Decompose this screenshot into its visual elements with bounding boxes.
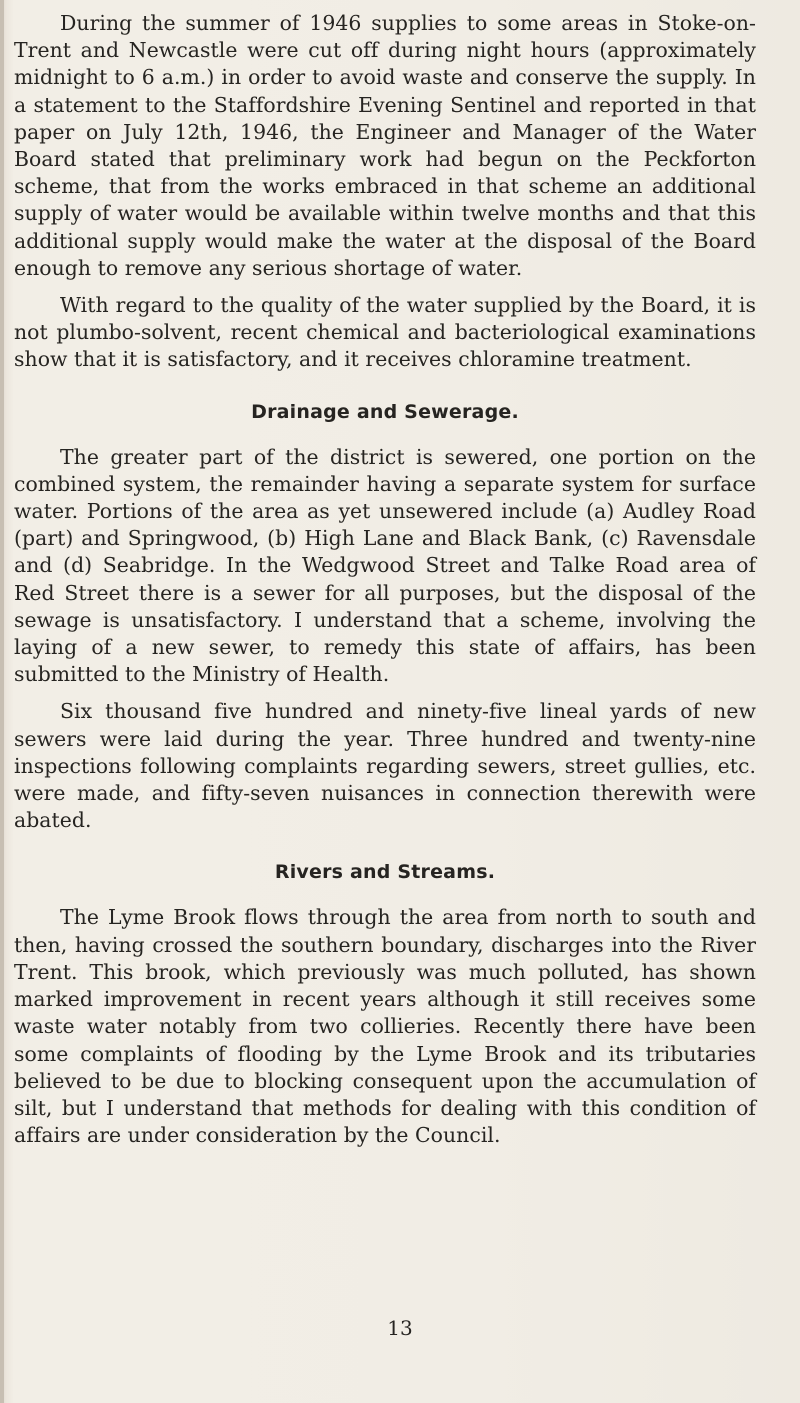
paragraph-lyme-brook: The Lyme Brook flows through the area from north to south and then, having crossed the southern boundary, discharges into the River Trent. This brook, which previously was much polluted, has shown marked improvement in recent years although it still receives some waste water notably from two collieries. Recently there have been some complaints of flooding by the Lyme Brook and its tributaries believed to be due to blocking consequent upon the accumulation of silt, but I understand that methods for dealing with this condition of affairs are under consideration by the Council.: [14, 905, 756, 1148]
paragraph-water-quality: With regard to the quality of the water supplied by the Board, it is not plumbo-solvent, recent chemical and bacteriological examinations show that it is satisfactory, and it receives chloramine treatment.: [14, 293, 756, 372]
heading-rivers-streams: Rivers and Streams.: [274, 861, 496, 884]
paragraph-sewered-district: The greater part of the district is sewered, one portion on the combined system, the remainder having a separate system for surface water. Portions of the area as yet unsewered include (a) Audley Road (part) and Springwood, (b) High Lane and Black Bank, (c) Ravensdale and (d) Seabridge. In the Wedgwood Street and Talke Road area of Red Street there is a sewer for all purposes, but the disposal of the sewage is unsatisfactory. I understand that a scheme, involving the laying of a new sewer, to remedy this state of affairs, has been submitted to the Ministry of Health.: [14, 444, 756, 687]
page-body: [14, 10, 756, 1149]
paragraph-water-supply-cuts: During the summer of 1946 supplies to some areas in Stoke-on-Trent and Newcastle were cut off during night hours (approximately midnight to 6 a.m.) in order to avoid waste and conserve the supply. In a statement to the Staffordshire Evening Sentinel and reported in that paper on July 12th, 1946, the Engineer and Manager of the Water Board stated that preliminary work had begun on the Peckforton scheme, that from the works embraced in that scheme an additional supply of water would be available within twelve months and that this additional supply would make the water at the disposal of the Board enough to remove any serious shortage of water.: [14, 11, 756, 280]
heading-drainage-sewerage: Drainage and Sewerage.: [251, 400, 519, 423]
page-number: 13: [387, 1316, 413, 1340]
binding-edge: [0, 0, 4, 1403]
paragraph-new-sewers: Six thousand five hundred and ninety-five lineal yards of new sewers were laid during the year. Three hundred and twenty-nine inspections following complaints regarding sewers, street gullies, etc. were made, and fifty-seven nuisances in connection therewith were abated.: [14, 699, 756, 833]
